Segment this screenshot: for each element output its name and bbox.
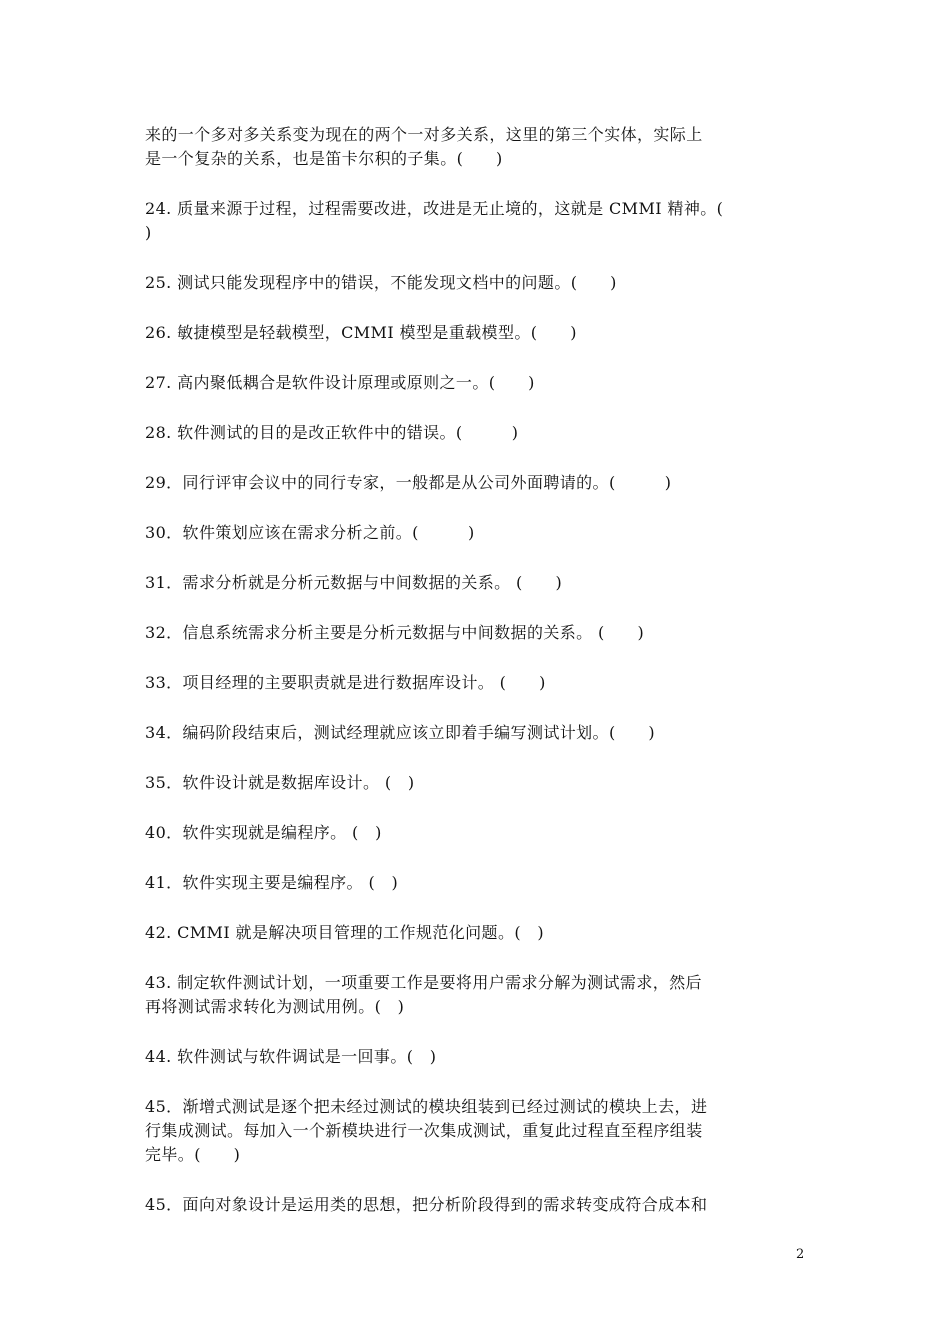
text-line: 行集成测试。每加入一个新模块进行一次集成测试，重复此过程直至程序组装 bbox=[145, 1121, 703, 1140]
text-line: 27. 高内聚低耦合是软件设计原理或原则之一。( ) bbox=[145, 373, 535, 392]
question-paragraph bbox=[145, 1193, 810, 1217]
question-paragraph bbox=[145, 471, 810, 495]
text-line: 44. 软件测试与软件调试是一回事。( ) bbox=[145, 1047, 437, 1066]
question-paragraph bbox=[145, 123, 810, 171]
text-line: 31．需求分析就是分析元数据与中间数据的关系。 ( ) bbox=[145, 573, 563, 592]
text-line: 24. 质量来源于过程，过程需要改进，改进是无止境的，这就是 CMMI 精神。( bbox=[145, 199, 724, 218]
text-line: 是一个复杂的关系，也是笛卡尔积的子集。( ) bbox=[145, 149, 503, 168]
text-line: 45．渐增式测试是逐个把未经过测试的模块组装到已经过测试的模块上去，进 bbox=[145, 1097, 708, 1116]
text-line: 41．软件实现主要是编程序。 ( ) bbox=[145, 873, 399, 892]
question-paragraph bbox=[145, 271, 810, 295]
text-line: 再将测试需求转化为测试用例。( ) bbox=[145, 997, 405, 1016]
text-line: 26. 敏捷模型是轻载模型，CMMI 模型是重载模型。( ) bbox=[145, 323, 577, 342]
text-line: 29．同行评审会议中的同行专家，一般都是从公司外面聘请的。( ) bbox=[145, 473, 672, 492]
text-line: 完毕。( ) bbox=[145, 1145, 241, 1164]
question-paragraph bbox=[145, 721, 810, 745]
text-line: 33．项目经理的主要职责就是进行数据库设计。 ( ) bbox=[145, 673, 546, 692]
text-line: 43. 制定软件测试计划，一项重要工作是要将用户需求分解为测试需求，然后 bbox=[145, 973, 702, 992]
question-paragraph bbox=[145, 1095, 810, 1167]
text-line: ) bbox=[145, 223, 152, 242]
question-paragraph bbox=[145, 321, 810, 345]
question-paragraph bbox=[145, 421, 810, 445]
question-paragraph bbox=[145, 871, 810, 895]
question-paragraph bbox=[145, 197, 810, 245]
text-line: 42. CMMI 就是解决项目管理的工作规范化问题。( ) bbox=[145, 923, 545, 942]
question-paragraph bbox=[145, 771, 810, 795]
text-line: 34．编码阶段结束后，测试经理就应该立即着手编写测试计划。( ) bbox=[145, 723, 656, 742]
text-line: 35．软件设计就是数据库设计。 ( ) bbox=[145, 773, 415, 792]
text-line: 30．软件策划应该在需求分析之前。( ) bbox=[145, 523, 475, 542]
question-paragraph bbox=[145, 521, 810, 545]
question-paragraph bbox=[145, 921, 810, 945]
text-line: 25. 测试只能发现程序中的错误，不能发现文档中的问题。( ) bbox=[145, 273, 617, 292]
question-paragraph bbox=[145, 571, 810, 595]
page-number: 2 bbox=[796, 1247, 805, 1262]
text-line: 来的一个多对多关系变为现在的两个一对多关系，这里的第三个实体，实际上 bbox=[145, 125, 703, 144]
question-paragraph bbox=[145, 621, 810, 645]
question-paragraph bbox=[145, 971, 810, 1019]
question-paragraph bbox=[145, 371, 810, 395]
question-paragraph bbox=[145, 821, 810, 845]
text-line: 32．信息系统需求分析主要是分析元数据与中间数据的关系。 ( ) bbox=[145, 623, 645, 642]
text-line: 28. 软件测试的目的是改正软件中的错误。( ) bbox=[145, 423, 519, 442]
text-line: 45．面向对象设计是运用类的思想，把分析阶段得到的需求转变成符合成本和 bbox=[145, 1195, 708, 1214]
text-line: 40．软件实现就是编程序。 ( ) bbox=[145, 823, 382, 842]
question-paragraph bbox=[145, 1045, 810, 1069]
question-paragraph bbox=[145, 671, 810, 695]
document-body bbox=[145, 123, 810, 1243]
